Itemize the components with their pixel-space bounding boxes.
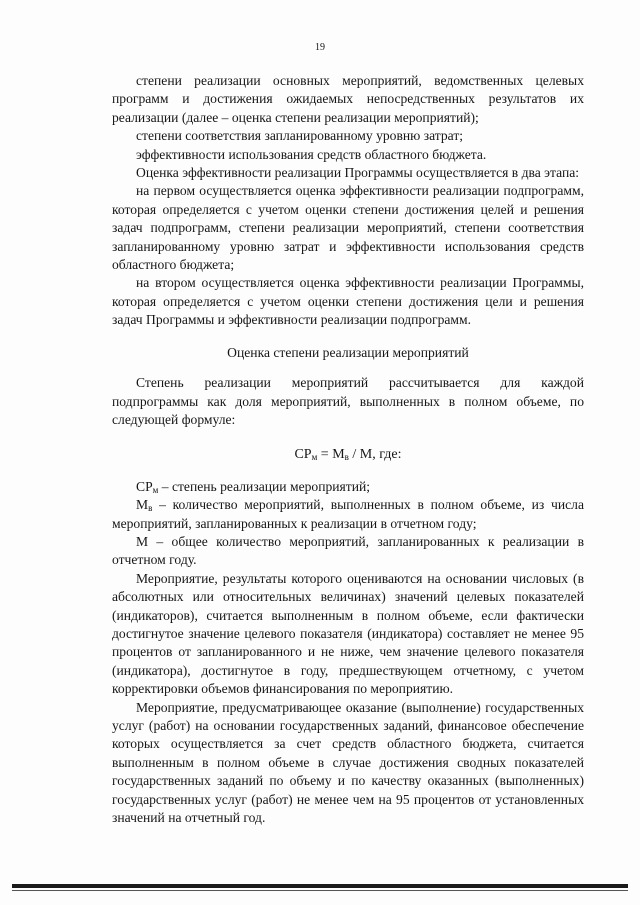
def-mv-sub: в xyxy=(148,503,153,514)
body-text xyxy=(112,72,584,827)
paragraph-7: Степень реализации мероприятий рассчитывается для каждой подпрограммы как доля мероприятий, выполненных в полном объеме, по следующей формуле: xyxy=(112,375,584,427)
bottom-rule xyxy=(12,884,628,888)
formula xyxy=(112,446,584,464)
paragraph-2: степени соответствия запланированному уровню затрат; xyxy=(136,128,464,144)
paragraph-4: Оценка эффективности реализации Программы осуществляется в два этапа: xyxy=(136,165,580,181)
formula-cp-sub: м xyxy=(311,452,318,463)
section-heading: Оценка степени реализации мероприятий xyxy=(227,344,469,360)
definition-m: М – общее количество мероприятий, запланированных к реализации в отчетном году. xyxy=(112,533,584,568)
def-cp-symbol: СР xyxy=(136,478,153,494)
paragraph-3: эффективности использования средств областного бюджета. xyxy=(136,146,487,162)
page-number: 19 xyxy=(315,42,325,53)
bottom-rule-thin xyxy=(12,890,628,891)
def-cp-text: – степень реализации мероприятий; xyxy=(158,478,371,494)
def-cp-sub: м xyxy=(152,484,159,495)
formula-cp: СР xyxy=(294,447,312,463)
definition-mv xyxy=(112,496,584,533)
paragraph-5: на первом осуществляется оценка эффективности реализации подпрограмм, которая определяется с учетом оценки степени достижения целей и решения задач подпрограмм, степени реализации мероприятий, степени соответствия запланированному уровню затрат и эффективности использования средств областного бюджета; xyxy=(112,183,584,273)
paragraph-8: Мероприятие, результаты которого оцениваются на основании числовых (в абсолютных или относительных величинах) значений целевых показателей (индикаторов), считается выполненным в полном объеме, если фактически достигнутое значение целевого показателя (индикатора) составляет не менее 95 процентов от запланированного и не ниже, чем значение целевого показателя (индикатора), достигнутое в году, предшествующем отчетному, с учетом корректировки объемов финансирования по мероприятию. xyxy=(112,570,584,697)
paragraph-1: степени реализации основных мероприятий, ведомственных целевых программ и достижения ожидаемых непосредственных результатов их реализации (далее – оценка степени реализации мероприятий); xyxy=(112,73,584,125)
formula-rest: / М, где: xyxy=(348,447,402,463)
def-mv-symbol: М xyxy=(136,497,149,513)
formula-eq: = xyxy=(317,447,333,463)
paragraph-9: Мероприятие, предусматривающее оказание (выполнение) государственных услуг (работ) на основании государственных заданий, финансовое обеспечение которых осуществляется за счет средств областного бюджета, считается выполненным в полном объеме в случае достижения сводных показателей государственных заданий по объему и по качеству оказанных (выполненных) государственных услуг (работ) не менее чем на 95 процентов от установленных значений на отчетный год. xyxy=(112,699,584,826)
formula-m: М xyxy=(332,447,345,463)
formula-m-sub: в xyxy=(344,452,349,463)
definition-cp xyxy=(112,478,584,496)
def-mv-text: – количество мероприятий, выполненных в полном объеме, из числа мероприятий, запланированных к реализации в отчетном году; xyxy=(112,497,584,531)
paragraph-6: на втором осуществляется оценка эффективности реализации Программы, которая определяется с учетом оценки степени достижения цели и решения задач Программы и эффективности реализации подпрограмм. xyxy=(112,275,584,328)
